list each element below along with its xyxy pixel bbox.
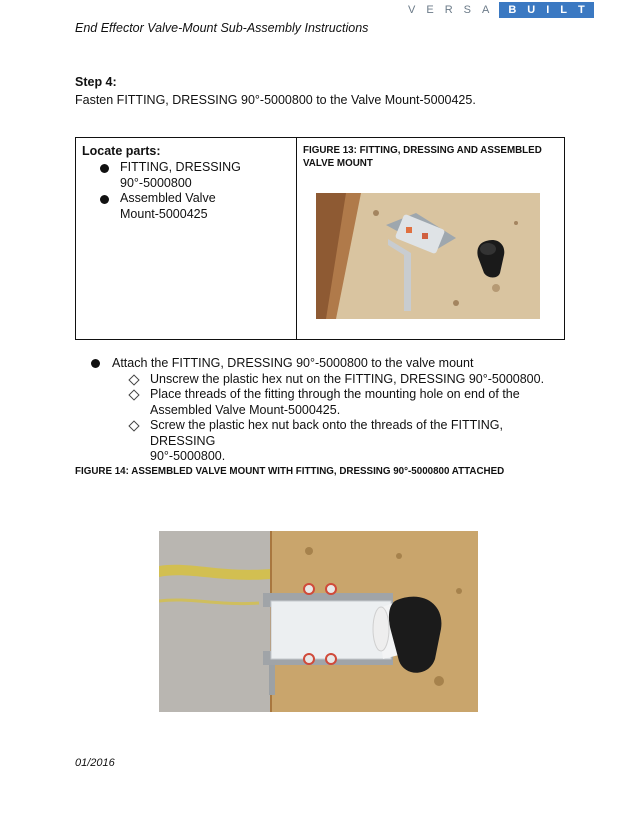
parts-table <box>75 137 565 340</box>
step-heading: Step 4: <box>75 75 117 89</box>
versabuilt-logo <box>408 2 594 18</box>
instruction-steps <box>91 372 561 465</box>
logo-letter: S <box>463 4 471 16</box>
logo-letter: L <box>560 4 568 16</box>
figure13-photo <box>316 193 540 319</box>
logo-letter: R <box>444 4 453 16</box>
part-name-line: Mount-5000425 <box>120 206 208 221</box>
instructions-list <box>91 356 561 465</box>
step-description: Fasten FITTING, DRESSING 90°-5000800 to the Valve Mount-5000425. <box>75 93 476 107</box>
document-title: End Effector Valve-Mount Sub-Assembly Instructions <box>75 21 369 35</box>
locate-parts-heading: Locate parts: <box>82 144 161 158</box>
bullet-icon <box>100 195 109 204</box>
footer-date: 01/2016 <box>75 757 115 769</box>
bullet-icon <box>100 164 109 173</box>
parts-list <box>82 160 296 222</box>
figure14-caption: FIGURE 14: ASSEMBLED VALVE MOUNT WITH FITTING, DRESSING 90°-5000800 ATTACHED <box>75 466 505 477</box>
part-name-line: Assembled Valve <box>120 191 216 205</box>
logo-built <box>499 2 593 18</box>
instruction-step-line: Assembled Valve Mount-5000425. <box>150 402 341 417</box>
diamond-bullet-icon <box>128 420 139 431</box>
logo-letter: A <box>481 4 490 16</box>
figure13-cell <box>297 138 564 339</box>
caption-line: VALVE MOUNT <box>303 158 373 169</box>
logo-letter: U <box>527 4 536 16</box>
bullet-icon <box>91 359 100 368</box>
logo-letter: V <box>408 4 416 16</box>
part-name-line: FITTING, DRESSING <box>120 160 241 174</box>
figure14-photo <box>159 531 478 712</box>
logo-letter: E <box>426 4 434 16</box>
locate-parts-cell <box>76 138 297 339</box>
list-item <box>128 418 561 465</box>
list-item <box>128 387 561 418</box>
instruction-text: Attach the FITTING, DRESSING 90°-5000800 to the valve mount <box>112 356 474 370</box>
instruction-step-line: Unscrew the plastic hex nut on the FITTING, DRESSING 90°-5000800. <box>150 371 545 386</box>
list-item <box>99 160 296 191</box>
logo-letter: I <box>546 4 550 16</box>
caption-line: FIGURE 13: FITTING, DRESSING AND ASSEMBLED <box>303 145 542 156</box>
logo-versa <box>408 4 489 16</box>
instruction-main <box>91 356 561 372</box>
instruction-step-line: Screw the plastic hex nut back onto the threads of the FITTING, DRESSING <box>150 418 503 448</box>
list-item <box>128 372 561 388</box>
diamond-bullet-icon <box>128 389 139 400</box>
figure13-caption <box>303 144 558 170</box>
logo-letter: T <box>578 4 585 16</box>
part-name-line: 90°-5000800 <box>120 175 192 190</box>
logo-letter: B <box>508 4 517 16</box>
instruction-step-line: Place threads of the fitting through the mounting hole on end of the <box>150 387 520 401</box>
diamond-bullet-icon <box>128 374 139 385</box>
instruction-step-line: 90°-5000800. <box>150 449 226 463</box>
list-item <box>99 191 296 222</box>
